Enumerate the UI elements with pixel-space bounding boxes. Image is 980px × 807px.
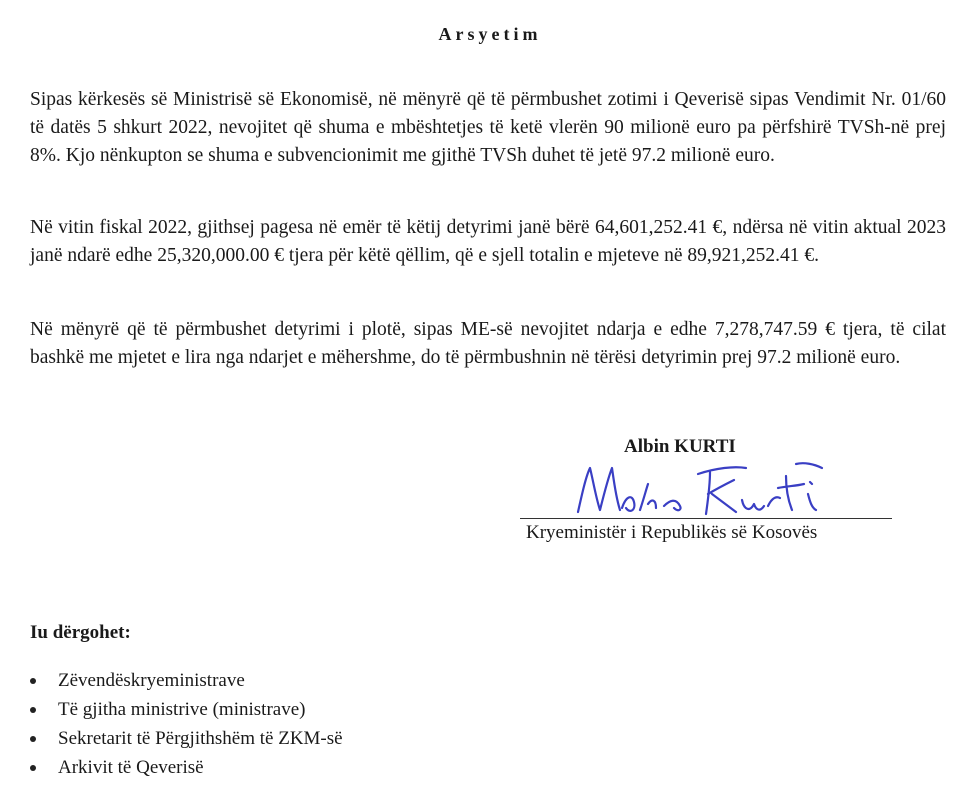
paragraph-payments: Në vitin fiskal 2022, gjithsej pagesa në emër të këtij detyrimi janë bërë 64,601,252.41 €, ndërsa në vitin aktual 2023 janë ndarë edhe 25,320,000.00 € tjera për këtë qëllim, që e sjell totalin e mjeteve në 89,921,252.41 €. <box>30 217 946 266</box>
recipient-label: Zëvendëskryeministrave <box>58 670 245 691</box>
bullet-icon <box>30 707 36 713</box>
paragraph-remaining: Në mënyrë që të përmbushet detyrimi i plotë, sipas ME-së nevojitet ndarja e edhe 7,278,747.59 € tjera, të cilat bashkë me mjetet e lira nga ndarjet e mëhershme, do të përmbushnin në tërësi detyrimin prej 97.2 milionë euro. <box>30 319 946 368</box>
list-item <box>30 724 343 753</box>
signature-line <box>520 518 892 519</box>
list-item <box>30 753 343 782</box>
list-item <box>30 666 343 695</box>
bullet-icon <box>30 736 36 742</box>
distribution-list <box>30 666 343 782</box>
document-title: Arsyetim <box>438 24 542 44</box>
handwritten-signature <box>560 454 860 524</box>
signatory-role: Kryeministër i Republikës së Kosovës <box>526 522 818 543</box>
bullet-icon <box>30 765 36 771</box>
recipient-label: Sekretarit të Përgjithshëm të ZKM-së <box>58 728 343 749</box>
bullet-icon <box>30 678 36 684</box>
list-item <box>30 695 343 724</box>
recipient-label: Arkivit të Qeverisë <box>58 757 204 778</box>
recipient-label: Të gjitha ministrive (ministrave) <box>58 699 306 720</box>
signatory-name: Albin KURTI <box>624 436 736 457</box>
paragraph-request: Sipas kërkesës së Ministrisë së Ekonomisë, në mënyrë që të përmbushet zotimi i Qeverisë sipas Vendimit Nr. 01/60 të datës 5 shkurt 2022, nevojitet që shuma e mbështetjes të ketë vlerën 90 milionë euro pa përfshirë TVSh-në prej 8%. Kjo nënkupton se shuma e subvencionimit me gjithë TVSh duhet të jetë 97.2 milionë euro. <box>30 89 946 166</box>
distribution-title: Iu dërgohet: <box>30 622 131 643</box>
